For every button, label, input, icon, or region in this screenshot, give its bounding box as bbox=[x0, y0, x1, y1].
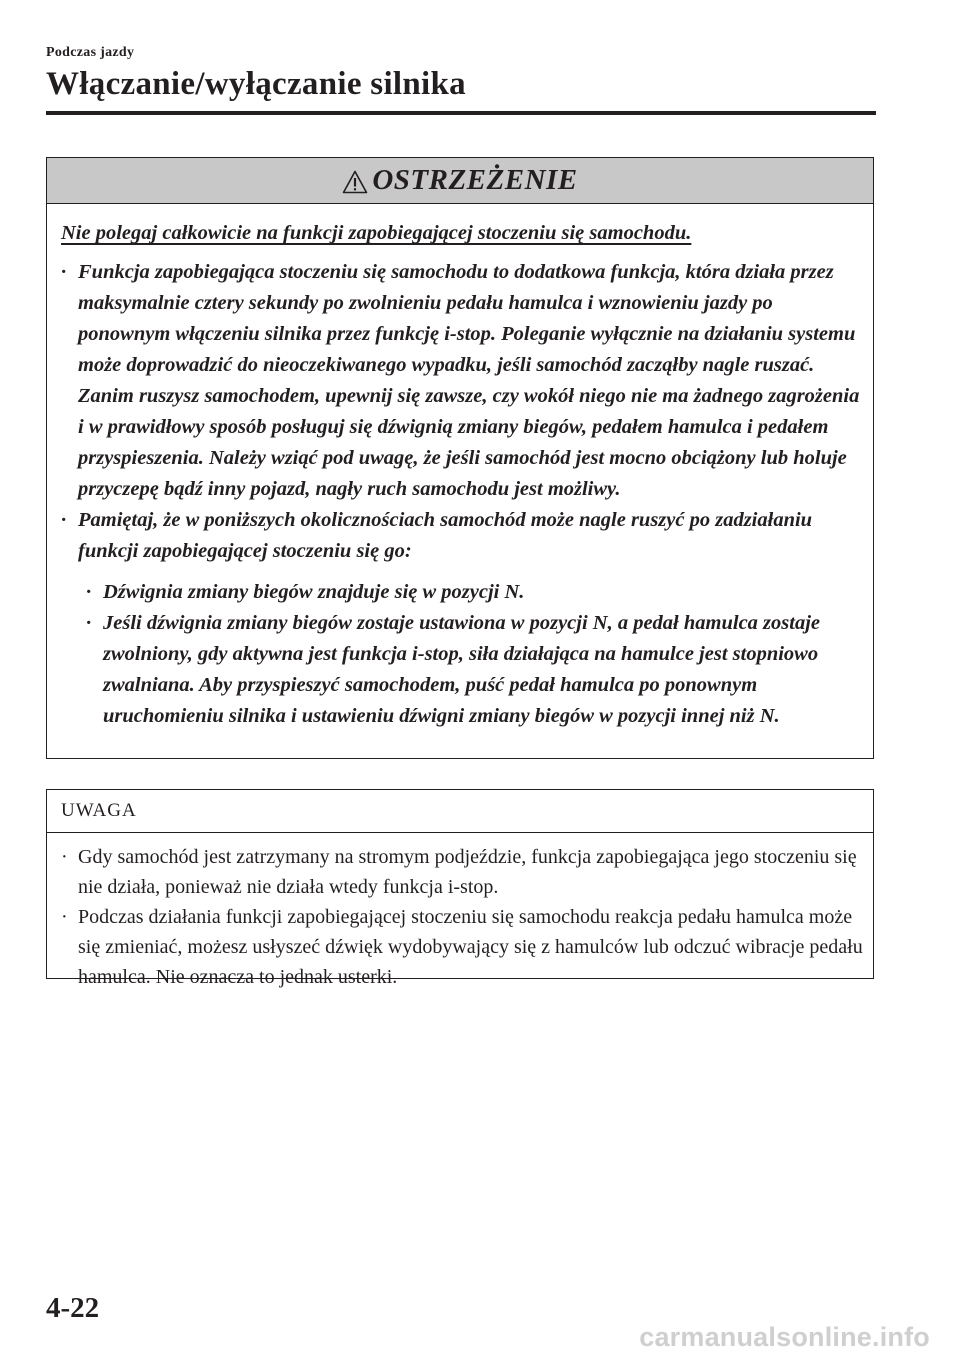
note-bullet bbox=[61, 842, 863, 902]
warning-subbullet-list bbox=[61, 577, 861, 732]
bullet-dot: · bbox=[61, 846, 68, 868]
note-bullet bbox=[61, 902, 863, 992]
bullet-dot: · bbox=[61, 261, 67, 283]
bullet-dot: · bbox=[61, 509, 67, 531]
warning-subbullet-text: Jeśli dźwignia zmiany biegów zostaje ustawiona w pozycji N, a pedał hamulca zostaje zwolniony, gdy aktywna jest funkcja i-stop, siła działająca na hamulce jest stopniowo zwalniana. Aby przyspieszyć samochodem, puść pedał hamulca po ponownym uruchomieniu silnika i ustawieniu dźwigni zmiany biegów w pozycji innej niż N. bbox=[103, 612, 820, 727]
note-bullet-text: Gdy samochód jest zatrzymany na stromym podjeździe, funkcja zapobiegająca jego stoczeniu się nie działa, ponieważ nie działa wtedy funkcja i-stop. bbox=[78, 846, 857, 898]
warning-header bbox=[47, 158, 873, 204]
warning-bullet-text: Funkcja zapobiegająca stoczeniu się samochodu to dodatkowa funkcja, która działa przez maksymalnie cztery sekundy po zwolnieniu pedału hamulca i wznowieniu jazdy po ponownym włączeniu silnika przez funkcję i-stop. Poleganie wyłącznie na działaniu systemu może doprowadzić do nieoczekiwanego wypadku, jeśli samochód zacząłby nagle ruszać. Zanim ruszysz samochodem, upewnij się zawsze, czy wokół niego nie ma żadnego zagrożenia i w prawidłowy sposób posługuj się dźwignią zmiany biegów, pedałem hamulca i pedałem przyspieszenia. Należy wziąć pod uwagę, że jeśli samochód jest mocno obciążony lub holuje przyczepę bądź inny pojazd, nagły ruch samochodu jest możliwy. bbox=[78, 261, 860, 500]
section-label: Podczas jazdy bbox=[46, 45, 135, 60]
bullet-dot: · bbox=[86, 612, 92, 634]
warning-subbullet bbox=[86, 608, 861, 732]
warning-box bbox=[46, 157, 874, 759]
note-body bbox=[47, 833, 873, 992]
warning-bullet-text: Pamiętaj, że w poniższych okolicznościach samochód może nagle ruszyć po zadziałaniu funkcji zapobiegającej stoczeniu się go: bbox=[78, 509, 813, 562]
warning-triangle-icon bbox=[342, 170, 368, 194]
watermark: carmanualsonline.info bbox=[639, 1322, 930, 1352]
warning-lead: Nie polegaj całkowicie na funkcji zapobiegającej stoczeniu się samochodu. bbox=[61, 222, 692, 244]
note-header: UWAGA bbox=[47, 790, 873, 833]
bullet-dot: · bbox=[61, 906, 68, 928]
warning-title: OSTRZEŻENIE bbox=[372, 164, 578, 196]
warning-subbullet-text: Dźwignia zmiany biegów znajduje się w pozycji N. bbox=[103, 581, 525, 603]
note-bullet-text: Podczas działania funkcji zapobiegającej stoczeniu się samochodu reakcja pedału hamulca może się zmieniać, możesz usłyszeć dźwięk wydobywający się z hamulców lub odczuć wibracje pedału hamulca. Nie oznacza to jednak usterki. bbox=[78, 906, 863, 988]
bullet-dot: · bbox=[86, 581, 92, 603]
title-rule bbox=[46, 111, 876, 115]
page-number: 4-22 bbox=[46, 1292, 100, 1324]
note-box bbox=[46, 789, 874, 988]
warning-body bbox=[47, 204, 873, 732]
page-title: Włączanie/wyłączanie silnika bbox=[46, 66, 466, 102]
warning-bullet bbox=[61, 257, 861, 505]
warning-bullet bbox=[61, 505, 861, 567]
warning-subbullet bbox=[86, 577, 861, 608]
